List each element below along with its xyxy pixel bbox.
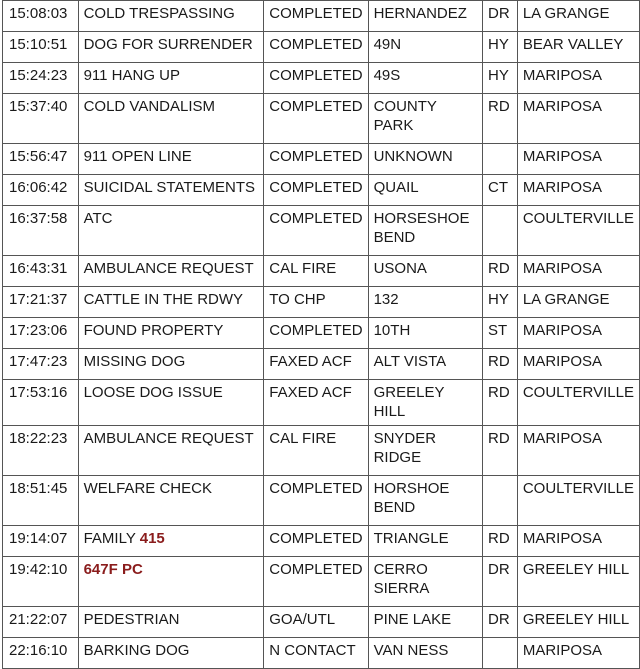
street-cell: HORSESHOE BEND [368, 206, 482, 256]
street-suffix-cell: RD [483, 256, 518, 287]
disposition-cell: COMPLETED [264, 1, 368, 32]
time-cell: 17:21:37 [3, 287, 79, 318]
time-cell: 19:14:07 [3, 526, 79, 557]
call-type-cell: ATC [78, 206, 264, 256]
street-suffix-cell: DR [483, 607, 518, 638]
city-cell: MARIPOSA [517, 526, 639, 557]
city-cell: MARIPOSA [517, 349, 639, 380]
street-suffix-cell: HY [483, 287, 518, 318]
street-cell: HERNANDEZ [368, 1, 482, 32]
street-suffix-cell [483, 144, 518, 175]
call-code-highlight: 647F PC [83, 561, 143, 578]
street-cell: TRIANGLE [368, 526, 482, 557]
table-row [3, 557, 640, 607]
table-row [3, 256, 640, 287]
street-cell: CERRO SIERRA [368, 557, 482, 607]
city-cell: LA GRANGE [517, 287, 639, 318]
call-type-cell: COLD VANDALISM [78, 94, 264, 144]
street-suffix-cell: DR [483, 1, 518, 32]
street-cell: 132 [368, 287, 482, 318]
call-type-cell: AMBULANCE REQUEST [78, 426, 264, 476]
time-cell: 18:22:23 [3, 426, 79, 476]
city-cell: MARIPOSA [517, 63, 639, 94]
city-cell: MARIPOSA [517, 426, 639, 476]
disposition-cell: COMPLETED [264, 32, 368, 63]
table-row [3, 426, 640, 476]
street-cell: SNYDER RIDGE [368, 426, 482, 476]
street-cell: 49S [368, 63, 482, 94]
call-type-cell: COLD TRESPASSING [78, 1, 264, 32]
street-suffix-cell: RD [483, 380, 518, 426]
time-cell: 16:06:42 [3, 175, 79, 206]
street-suffix-cell: ST [483, 318, 518, 349]
disposition-cell: COMPLETED [264, 144, 368, 175]
table-row [3, 175, 640, 206]
city-cell: MARIPOSA [517, 94, 639, 144]
street-cell: COUNTY PARK [368, 94, 482, 144]
street-cell: USONA [368, 256, 482, 287]
call-type-cell [78, 557, 264, 607]
call-type-cell [78, 526, 264, 557]
street-suffix-cell: RD [483, 349, 518, 380]
call-type-cell: MISSING DOG [78, 349, 264, 380]
city-cell: GREELEY HILL [517, 557, 639, 607]
street-suffix-cell [483, 638, 518, 669]
time-cell: 16:43:31 [3, 256, 79, 287]
street-suffix-cell [483, 476, 518, 526]
time-cell: 21:22:07 [3, 607, 79, 638]
table-row [3, 349, 640, 380]
table-row [3, 476, 640, 526]
table-row [3, 380, 640, 426]
street-cell: VAN NESS [368, 638, 482, 669]
city-cell: COULTERVILLE [517, 206, 639, 256]
street-cell: 10TH [368, 318, 482, 349]
time-cell: 17:53:16 [3, 380, 79, 426]
table-row [3, 607, 640, 638]
table-row [3, 638, 640, 669]
call-type-cell: WELFARE CHECK [78, 476, 264, 526]
call-type-cell: SUICIDAL STATEMENTS [78, 175, 264, 206]
table-row [3, 287, 640, 318]
table-row [3, 318, 640, 349]
table-row [3, 206, 640, 256]
disposition-cell: CAL FIRE [264, 256, 368, 287]
street-suffix-cell: DR [483, 557, 518, 607]
call-type-text: FAMILY [83, 530, 140, 547]
time-cell: 18:51:45 [3, 476, 79, 526]
call-type-cell: 911 HANG UP [78, 63, 264, 94]
street-cell: HORSHOE BEND [368, 476, 482, 526]
street-suffix-cell [483, 206, 518, 256]
city-cell: MARIPOSA [517, 175, 639, 206]
call-type-cell: 911 OPEN LINE [78, 144, 264, 175]
call-type-cell: LOOSE DOG ISSUE [78, 380, 264, 426]
city-cell: MARIPOSA [517, 638, 639, 669]
street-suffix-cell: HY [483, 63, 518, 94]
street-cell: QUAIL [368, 175, 482, 206]
city-cell: COULTERVILLE [517, 380, 639, 426]
time-cell: 22:16:10 [3, 638, 79, 669]
street-suffix-cell: RD [483, 426, 518, 476]
table-row [3, 526, 640, 557]
table-row [3, 32, 640, 63]
disposition-cell: N CONTACT [264, 638, 368, 669]
city-cell: MARIPOSA [517, 144, 639, 175]
city-cell: MARIPOSA [517, 318, 639, 349]
city-cell: COULTERVILLE [517, 476, 639, 526]
call-code-highlight: 415 [139, 530, 165, 547]
street-cell: ALT VISTA [368, 349, 482, 380]
disposition-cell: COMPLETED [264, 94, 368, 144]
disposition-cell: CAL FIRE [264, 426, 368, 476]
disposition-cell: COMPLETED [264, 206, 368, 256]
time-cell: 15:10:51 [3, 32, 79, 63]
street-suffix-cell: RD [483, 94, 518, 144]
disposition-cell: COMPLETED [264, 63, 368, 94]
street-cell: PINE LAKE [368, 607, 482, 638]
disposition-cell: GOA/UTL [264, 607, 368, 638]
call-type-cell: PEDESTRIAN [78, 607, 264, 638]
call-type-cell: AMBULANCE REQUEST [78, 256, 264, 287]
call-type-cell: CATTLE IN THE RDWY [78, 287, 264, 318]
street-suffix-cell: CT [483, 175, 518, 206]
call-type-cell: BARKING DOG [78, 638, 264, 669]
time-cell: 19:42:10 [3, 557, 79, 607]
city-cell: MARIPOSA [517, 256, 639, 287]
city-cell: LA GRANGE [517, 1, 639, 32]
table-row [3, 94, 640, 144]
time-cell: 16:37:58 [3, 206, 79, 256]
disposition-cell: FAXED ACF [264, 380, 368, 426]
disposition-cell: COMPLETED [264, 318, 368, 349]
street-cell: GREELEY HILL [368, 380, 482, 426]
call-type-cell: DOG FOR SURRENDER [78, 32, 264, 63]
time-cell: 17:23:06 [3, 318, 79, 349]
time-cell: 15:37:40 [3, 94, 79, 144]
city-cell: GREELEY HILL [517, 607, 639, 638]
table-row [3, 144, 640, 175]
street-cell: 49N [368, 32, 482, 63]
time-cell: 15:56:47 [3, 144, 79, 175]
time-cell: 17:47:23 [3, 349, 79, 380]
table-row [3, 63, 640, 94]
call-type-cell: FOUND PROPERTY [78, 318, 264, 349]
disposition-cell: COMPLETED [264, 476, 368, 526]
street-cell: UNKNOWN [368, 144, 482, 175]
disposition-cell: COMPLETED [264, 557, 368, 607]
call-log-table [2, 0, 640, 669]
time-cell: 15:08:03 [3, 1, 79, 32]
disposition-cell: FAXED ACF [264, 349, 368, 380]
disposition-cell: TO CHP [264, 287, 368, 318]
time-cell: 15:24:23 [3, 63, 79, 94]
city-cell: BEAR VALLEY [517, 32, 639, 63]
disposition-cell: COMPLETED [264, 175, 368, 206]
street-suffix-cell: HY [483, 32, 518, 63]
table-row [3, 1, 640, 32]
street-suffix-cell: RD [483, 526, 518, 557]
disposition-cell: COMPLETED [264, 526, 368, 557]
